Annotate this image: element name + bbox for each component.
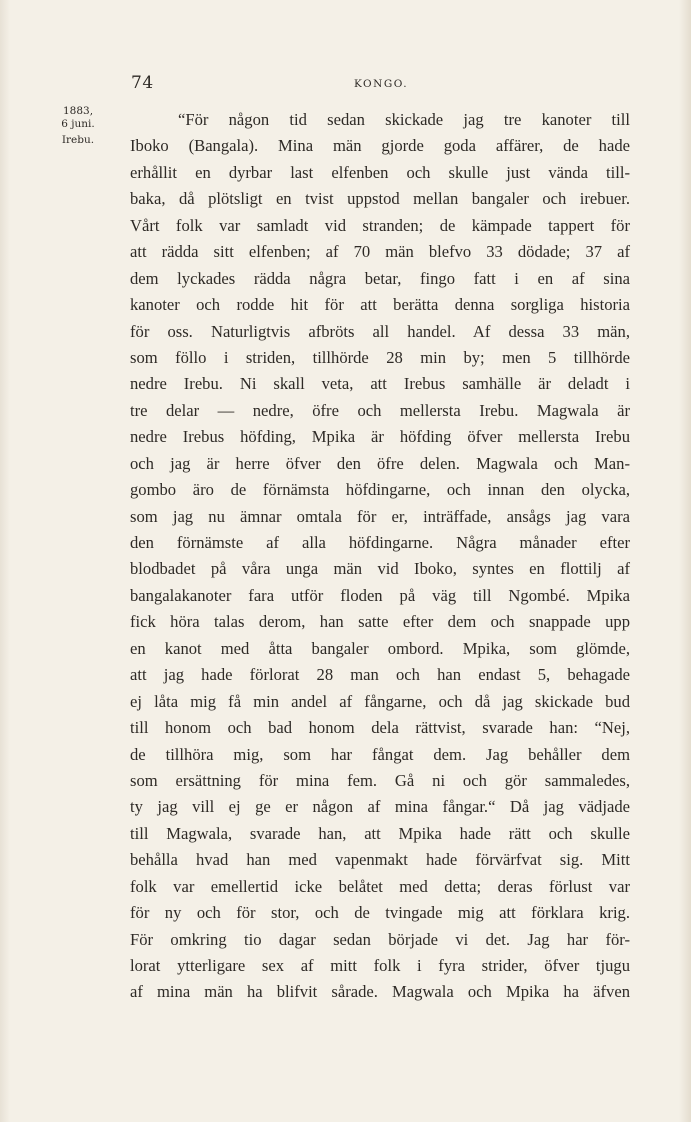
text-line: och jag är herre öfver den öfre delen. Magwala och Man-: [130, 453, 630, 473]
text-line: som jag nu ämnar omtala för er, inträffade, ansågs jag vara: [130, 506, 630, 526]
text-line: att jag hade förlorat 28 man och han endast 5, behagade: [130, 665, 630, 685]
text-line: “För någon tid sedan skickade jag tre kanoter till: [178, 110, 630, 129]
text-line: fick höra talas derom, han satte efter dem och snappade upp: [130, 612, 630, 632]
text-line: som föllo i striden, tillhörde 28 min by; men 5 tillhörde: [130, 347, 630, 367]
body-text: [130, 107, 630, 1006]
text-line: gombo äro de förnämsta höfdingarne, och innan den olycka,: [130, 480, 630, 500]
text-line: en kanot med åtta bangaler ombord. Mpika, som glömde,: [130, 638, 630, 658]
text-line: behålla hvad han med vapenmakt hade förvärfvat sig. Mitt: [130, 850, 630, 870]
text-line: nedre Irebu. Ni skall veta, att Irebus samhälle är deladt i: [130, 374, 630, 394]
text-line: tre delar — nedre, öfre och mellersta Irebu. Magwala är: [130, 400, 630, 420]
text-line: till honom och bad honom dela rättvist, svarade han: “Nej,: [130, 718, 630, 738]
text-line: ej låta mig få min andel af fångarne, och då jag skickade bud: [130, 691, 630, 711]
text-line: att rädda sitt elfenben; af 70 män blefvo 33 dödade; 37 af: [130, 242, 630, 262]
page-edge-shadow-left: [0, 0, 10, 1122]
text-line: till Magwala, svarade han, att Mpika hade rätt och skulle: [130, 823, 630, 843]
text-line: af mina män ha blifvit sårade. Magwala och Mpika ha äfven: [130, 982, 630, 1002]
margin-note-place: Irebu.: [61, 134, 95, 146]
text-line: Iboko (Bangala). Mina män gjorde goda affärer, de hade: [130, 136, 630, 156]
text-line: dem lyckades rädda några betar, fingo fatt i en af sina: [130, 268, 630, 288]
text-line: För omkring tio dagar sedan började vi det. Jag har för-: [130, 929, 630, 949]
text-line: för ny och för stor, och de tvingade mig att förklara krig.: [130, 903, 630, 923]
text-line: kanoter och rodde hit för att berätta denna sorgliga historia: [130, 295, 630, 315]
margin-note-year: 1883,: [62, 105, 94, 117]
text-line: bangalakanoter fara utför floden på väg till Ngombé. Mpika: [130, 585, 630, 605]
text-line: den förnämste af alla höfdingarne. Några månader efter: [130, 533, 630, 552]
margin-note-date: 6 juni.: [61, 117, 95, 130]
text-line: de tillhöra mig, som har fångat dem. Jag behåller dem: [130, 744, 630, 764]
page-number: 74: [131, 73, 154, 93]
text-line: erhållit en dyrbar last elfenben och skulle just vända till-: [130, 162, 630, 182]
page-edge-shadow-right: [679, 0, 691, 1122]
text-line: för oss. Naturligtvis afbröts all handel. Af dessa 33 män,: [130, 321, 630, 341]
margin-note: [38, 105, 118, 147]
text-line: folk var emellertid icke belåtet med detta; deras förlust var: [130, 876, 630, 896]
text-line: Vårt folk var samladt vid stranden; de kämpade tappert för: [130, 215, 630, 235]
text-line: baka, då plötsligt en tvist uppstod mellan bangaler och irebuer.: [130, 189, 630, 209]
running-title: KONGO.: [354, 78, 409, 90]
text-line: lorat ytterligare sex af mitt folk i fyra strider, öfver tjugu: [130, 956, 630, 975]
text-line: som ersättning för mina fem. Gå ni och gör sammaledes,: [130, 770, 630, 790]
text-line: ty jag vill ej ge er någon af mina fångar.“ Då jag vädjade: [130, 797, 630, 817]
text-line: blodbadet på våra unga män vid Iboko, syntes en flottilj af: [130, 559, 630, 579]
text-line: nedre Irebus höfding, Mpika är höfding öfver mellersta Irebu: [130, 427, 630, 447]
